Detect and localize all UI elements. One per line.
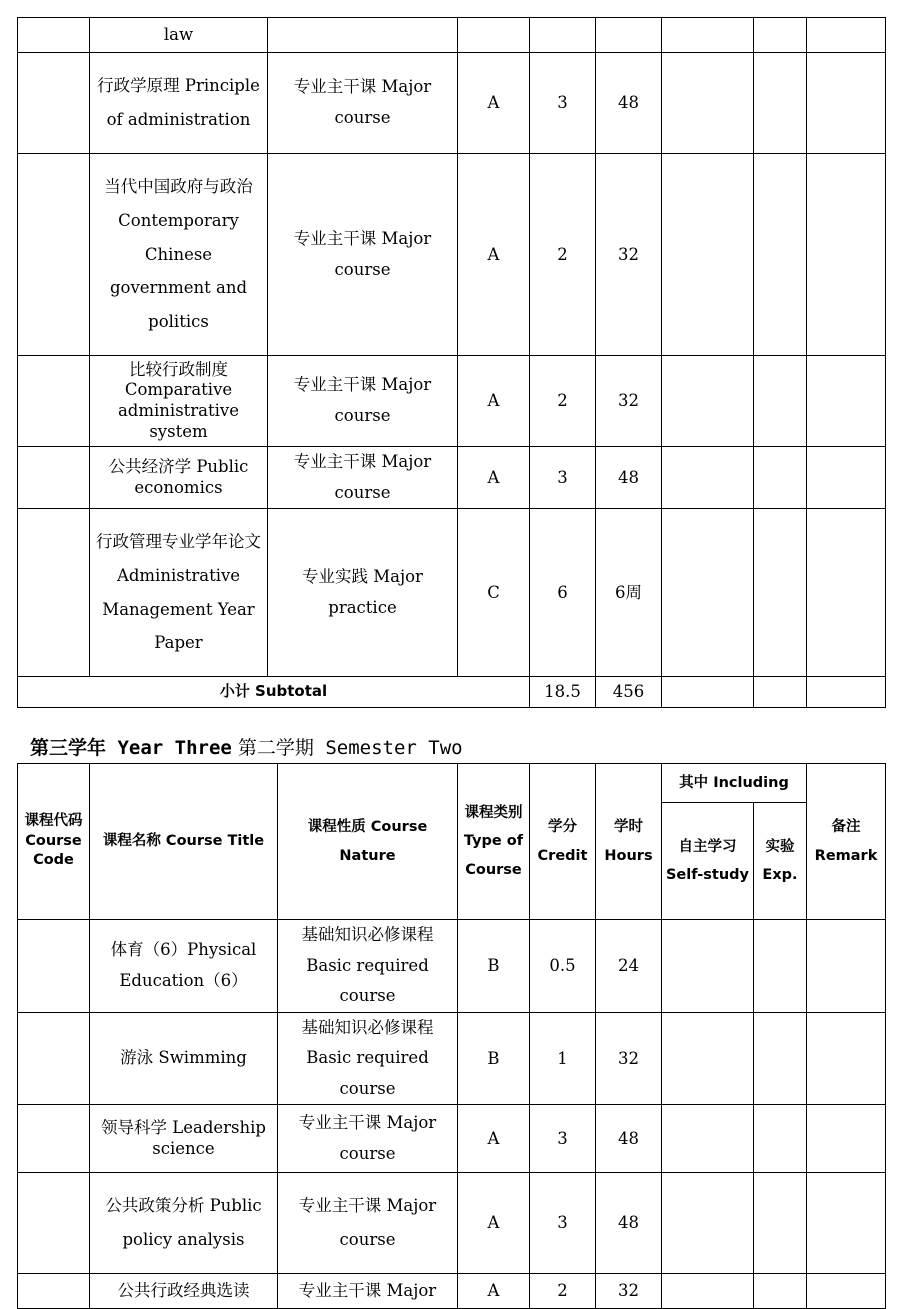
course-exp (754, 1274, 807, 1309)
course-type: A (458, 356, 530, 447)
course-hours: 32 (596, 154, 662, 356)
course-type: C (458, 509, 530, 677)
course-credit: 3 (530, 447, 596, 509)
course-exp (754, 509, 807, 677)
course-hours: 48 (596, 447, 662, 509)
course-title: 比较行政制度 Comparative administrative system (90, 356, 268, 447)
course-nature: 专业主干课 Major course (268, 356, 458, 447)
table-row (18, 18, 886, 53)
course-code (18, 154, 90, 356)
course-nature: 专业主干课 Major course (268, 447, 458, 509)
course-credit: 3 (530, 1173, 596, 1274)
course-nature: 基础知识必修课程 Basic required course (278, 1012, 458, 1105)
header-including: 其中 Including (662, 764, 807, 803)
course-exp (754, 18, 807, 53)
heading-semester: 第二学期 Semester Two (237, 737, 463, 759)
course-type: B (458, 1012, 530, 1105)
header-course-title: 课程名称 Course Title (90, 764, 278, 920)
course-code (18, 509, 90, 677)
course-nature: 专业主干课 Major (278, 1274, 458, 1309)
course-credit (530, 18, 596, 53)
course-type: A (458, 1105, 530, 1173)
course-self-study (662, 18, 754, 53)
course-credit: 6 (530, 509, 596, 677)
header-exp: 实验 Exp. (754, 803, 807, 920)
course-type: B (458, 920, 530, 1013)
table-row (18, 1105, 886, 1173)
course-hours: 48 (596, 1105, 662, 1173)
course-hours (596, 18, 662, 53)
subtotal-remark (807, 677, 886, 708)
course-type: A (458, 1274, 530, 1309)
course-self-study (662, 447, 754, 509)
course-self-study (662, 1105, 754, 1173)
course-code (18, 18, 90, 53)
course-code (18, 53, 90, 154)
course-title: 当代中国政府与政治 Contemporary Chinese government and politics (90, 154, 268, 356)
course-title: 公共经济学 Public economics (90, 447, 268, 509)
course-exp (754, 154, 807, 356)
course-nature: 专业主干课 Major course (268, 53, 458, 154)
course-exp (754, 1012, 807, 1105)
course-remark (807, 154, 886, 356)
course-title: 公共政策分析 Public policy analysis (90, 1173, 278, 1274)
subtotal-row (18, 677, 886, 708)
course-code (18, 1105, 90, 1173)
course-table-semester-two (17, 763, 886, 1309)
course-title: 行政学原理 Principle of administration (90, 53, 268, 154)
course-remark (807, 1012, 886, 1105)
course-nature: 专业主干课 Major course (268, 154, 458, 356)
course-remark (807, 1173, 886, 1274)
header-credit: 学分 Credit (530, 764, 596, 920)
subtotal-exp (754, 677, 807, 708)
table-row (18, 1012, 886, 1105)
course-hours: 48 (596, 1173, 662, 1274)
course-title: 行政管理专业学年论文 Administrative Management Year Paper (90, 509, 268, 677)
course-remark (807, 356, 886, 447)
course-hours: 32 (596, 356, 662, 447)
table-row (18, 509, 886, 677)
course-nature: 专业实践 Major practice (268, 509, 458, 677)
course-code (18, 920, 90, 1013)
header-remark: 备注 Remark (807, 764, 886, 920)
course-exp (754, 53, 807, 154)
course-title: 体育（6）Physical Education（6） (90, 920, 278, 1013)
course-code (18, 1274, 90, 1309)
course-remark (807, 1274, 886, 1309)
table-row (18, 920, 886, 1013)
course-self-study (662, 920, 754, 1013)
course-self-study (662, 356, 754, 447)
course-hours: 32 (596, 1012, 662, 1105)
course-exp (754, 447, 807, 509)
table-row (18, 1274, 886, 1309)
subtotal-self-study (662, 677, 754, 708)
course-credit: 3 (530, 53, 596, 154)
course-self-study (662, 1274, 754, 1309)
course-title: law (90, 18, 268, 53)
course-exp (754, 1173, 807, 1274)
header-course-code: 课程代码 Course Code (18, 764, 90, 920)
course-remark (807, 53, 886, 154)
course-nature: 专业主干课 Major course (278, 1105, 458, 1173)
subtotal-label: 小计 Subtotal (18, 677, 530, 708)
subtotal-credit: 18.5 (530, 677, 596, 708)
course-code (18, 356, 90, 447)
course-self-study (662, 1012, 754, 1105)
course-self-study (662, 509, 754, 677)
course-exp (754, 1105, 807, 1173)
course-table-semester-one (17, 17, 886, 708)
course-credit: 2 (530, 356, 596, 447)
course-title: 公共行政经典选读 (90, 1274, 278, 1309)
semester-heading (30, 733, 463, 760)
course-credit: 3 (530, 1105, 596, 1173)
table-row (18, 1173, 886, 1274)
course-nature: 专业主干课 Major course (278, 1173, 458, 1274)
course-remark (807, 447, 886, 509)
course-code (18, 1012, 90, 1105)
table-row (18, 53, 886, 154)
course-remark (807, 1105, 886, 1173)
course-type (458, 18, 530, 53)
course-remark (807, 509, 886, 677)
header-course-type: 课程类别 Type of Course (458, 764, 530, 920)
course-self-study (662, 154, 754, 356)
course-type: A (458, 447, 530, 509)
heading-year: 第三学年 Year Three (30, 737, 232, 759)
course-type: A (458, 53, 530, 154)
course-self-study (662, 53, 754, 154)
course-credit: 2 (530, 154, 596, 356)
table-row (18, 154, 886, 356)
course-credit: 2 (530, 1274, 596, 1309)
course-exp (754, 356, 807, 447)
table-row (18, 447, 886, 509)
table-row (18, 356, 886, 447)
course-code (18, 1173, 90, 1274)
course-exp (754, 920, 807, 1013)
course-hours: 48 (596, 53, 662, 154)
course-self-study (662, 1173, 754, 1274)
course-credit: 1 (530, 1012, 596, 1105)
course-type: A (458, 154, 530, 356)
header-course-nature: 课程性质 Course Nature (278, 764, 458, 920)
table-header-row (18, 764, 886, 803)
course-nature: 基础知识必修课程 Basic required course (278, 920, 458, 1013)
header-hours: 学时 Hours (596, 764, 662, 920)
course-remark (807, 920, 886, 1013)
subtotal-hours: 456 (596, 677, 662, 708)
course-type: A (458, 1173, 530, 1274)
course-credit: 0.5 (530, 920, 596, 1013)
course-remark (807, 18, 886, 53)
header-self-study: 自主学习 Self-study (662, 803, 754, 920)
course-hours: 24 (596, 920, 662, 1013)
course-title: 游泳 Swimming (90, 1012, 278, 1105)
course-code (18, 447, 90, 509)
course-title: 领导科学 Leadership science (90, 1105, 278, 1173)
course-hours: 32 (596, 1274, 662, 1309)
course-nature (268, 18, 458, 53)
course-hours: 6周 (596, 509, 662, 677)
